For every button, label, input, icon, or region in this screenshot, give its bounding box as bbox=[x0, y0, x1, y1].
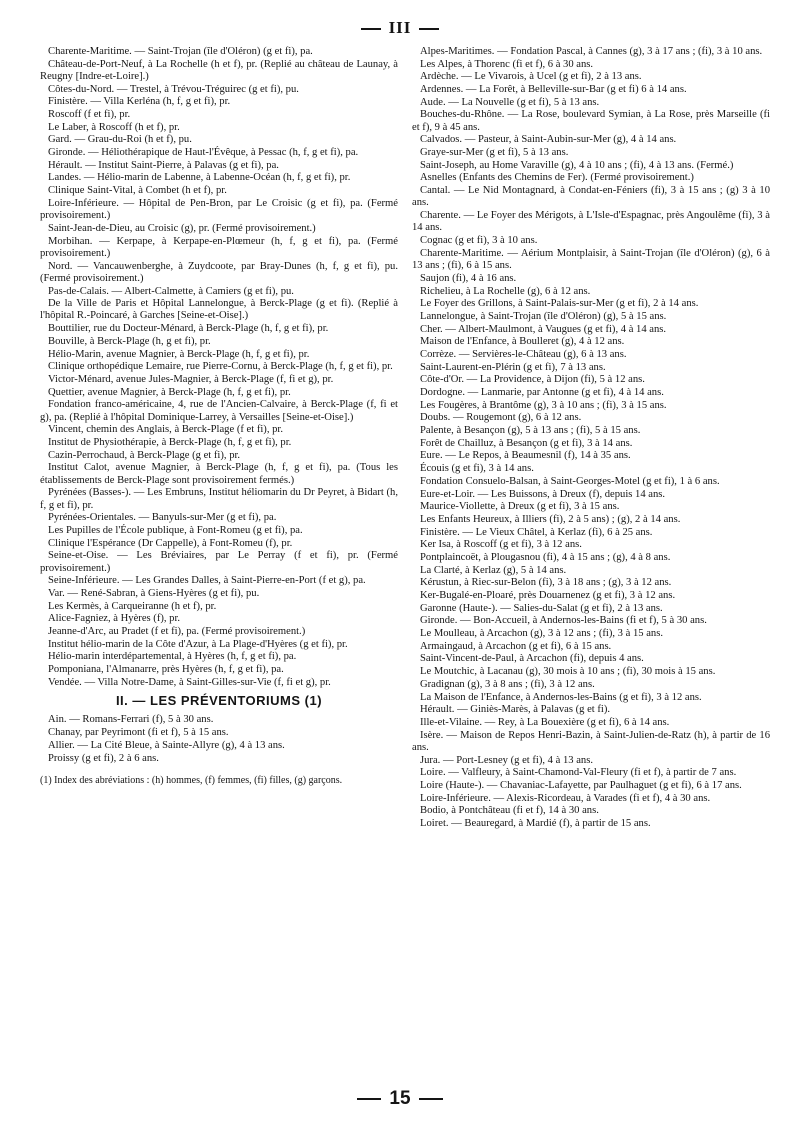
entry-item: Asnelles (Enfants des Chemins de Fer). (Fermé provisoirement.) bbox=[420, 172, 694, 184]
entry-item: Finistère. — Le Vieux Châtel, à Kerlaz (fi), 6 à 25 ans. bbox=[420, 526, 653, 538]
entry-item: Fondation franco-américaine, 4, rue de l'Ancien-Calvaire, à Berck-Plage (f, fi et g), pa. (Replié à l'hôpital Dominique-Larrey, à Versailles [Seine-et-Oise].) bbox=[40, 399, 398, 423]
entry-item: Cantal. — Le Nid Montagnard, à Condat-en-Féniers (fi), 3 à 15 ans ; (g) 3 à 10 ans. bbox=[412, 185, 770, 209]
entry-item: Seine-et-Oise. — Les Bréviaires, par Le Perray (f et fi), pr. (Fermé provisoirement.) bbox=[40, 550, 398, 574]
page-number bbox=[0, 1088, 800, 1110]
left-entries-list bbox=[40, 46, 398, 689]
entry-item: Le Foyer des Grillons, à Saint-Palais-sur-Mer (g et fi), 2 à 14 ans. bbox=[420, 298, 699, 310]
entry-item: Allier. — La Cité Bleue, à Sainte-Allyre (g), 4 à 13 ans. bbox=[48, 739, 285, 751]
entry-item: Les Pupilles de l'École publique, à Font-Romeu (g et fi), pa. bbox=[48, 525, 303, 536]
entry-item: Aude. — La Nouvelle (g et fi), 5 à 13 ans. bbox=[420, 96, 600, 108]
entry-item: Bouville, à Berck-Plage (h, g et fi), pr. bbox=[48, 335, 211, 347]
entry-item: Gradignan (g), 3 à 8 ans ; (fi), 3 à 12 ans. bbox=[420, 678, 595, 690]
entry-item: Isère. — Maison de Repos Henri-Bazin, à Saint-Julien-de-Ratz (h), à partir de 16 ans. bbox=[412, 729, 770, 753]
entry-item: Saint-Vincent-de-Paul, à Arcachon (fi), depuis 4 ans. bbox=[420, 653, 644, 665]
entry-item: Bouttilier, rue du Docteur-Ménard, à Berck-Plage (h, f, g et fi), pr. bbox=[48, 323, 329, 335]
page-number-value: 15 bbox=[389, 1088, 411, 1109]
footnote: (1) Index des abréviations : (h) hommes, (f) femmes, (fi) filles, (g) garçons. bbox=[40, 774, 343, 786]
entry-item: Gironde. — Héliothérapique de Haut-l'Évêque, à Pessac (h, f, g et fi), pa. bbox=[48, 147, 359, 159]
entry-item: Forêt de Chailluz, à Besançon (g et fi), 3 à 14 ans. bbox=[420, 437, 633, 449]
entry-item: Les Enfants Heureux, à Illiers (fi), 2 à 5 ans) ; (g), 2 à 14 ans. bbox=[420, 513, 681, 525]
entry-item: Château-de-Port-Neuf, à La Rochelle (h et f), pr. (Replié au château de Launay, à Reugny [Indre-et-Loire].) bbox=[40, 58, 398, 82]
entry-item: Cazin-Perrochaud, à Berck-Plage (g et fi), pr. bbox=[48, 449, 241, 461]
entry-item: Graye-sur-Mer (g et fi), 5 à 13 ans. bbox=[420, 147, 569, 159]
entry-item: Le Moutchic, à Lacanau (g), 30 mois à 10 ans ; (fi), 30 mois à 15 ans. bbox=[420, 666, 716, 678]
entry-item: Palente, à Besançon (g), 5 à 13 ans ; (fi), 5 à 15 ans. bbox=[420, 425, 641, 437]
entry-item: Calvados. — Pasteur, à Saint-Aubin-sur-Mer (g), 4 à 14 ans. bbox=[420, 134, 677, 146]
entry-item: Le Moulleau, à Arcachon (g), 3 à 12 ans ; (fi), 3 à 15 ans. bbox=[420, 628, 663, 640]
entry-item: Loire. — Valfleury, à Saint-Chamond-Val-Fleury (fi et f), à partir de 7 ans. bbox=[420, 767, 737, 779]
entry-item: Bouches-du-Rhône. — La Rose, boulevard Symian, à La Rose, près Marseille (fi et f), 9 à 45 ans. bbox=[412, 109, 770, 133]
entry-item: Ker-Bugalé-en-Ploaré, près Douarnenez (g et fi), 3 à 12 ans. bbox=[420, 590, 676, 601]
right-column bbox=[412, 46, 770, 831]
entry-item: La Maison de l'Enfance, à Andernos-les-Bains (g et fi), 3 à 12 ans. bbox=[420, 691, 702, 703]
entry-item: Quettier, avenue Magnier, à Berck-Plage (h, f, g et fi), pr. bbox=[48, 386, 291, 398]
entry-item: Seine-Inférieure. — Les Grandes Dalles, à Saint-Pierre-en-Port (f et g), pa. bbox=[48, 575, 366, 587]
entry-item: Clinique orthopédique Lemaire, rue Pierre-Cornu, à Berck-Plage (h, f, g et fi), pr. bbox=[48, 361, 393, 373]
page-header bbox=[0, 18, 800, 38]
entry-item: Lannelongue, à Saint-Trojan (île d'Oléron) (g), 5 à 15 ans. bbox=[420, 310, 667, 322]
entry-item: Loire-Inférieure. — Alexis-Ricordeau, à Varades (fi et f), 4 à 30 ans. bbox=[420, 792, 711, 804]
entry-item: Pomponiana, l'Almanarre, près Hyères (h, f, g et fi), pa. bbox=[48, 664, 284, 676]
entry-item: Saint-Joseph, au Home Varaville (g), 4 à 10 ans ; (fi), 4 à 13 ans. (Fermé.) bbox=[420, 159, 734, 171]
entry-item: Charente. — Le Foyer des Mérigots, à L'Isle-d'Espagnac, près Angoulême (fi), 3 à 14 ans. bbox=[412, 210, 770, 234]
entry-item: Alpes-Maritimes. — Fondation Pascal, à Cannes (g), 3 à 17 ans ; (fi), 3 à 10 ans. bbox=[420, 46, 763, 57]
entry-item: Kérustun, à Riec-sur-Belon (fi), 3 à 18 ans ; (g), 3 à 12 ans. bbox=[420, 577, 672, 589]
page-number-right-rule bbox=[419, 1098, 443, 1100]
entry-item: Clinique Saint-Vital, à Combet (h et f), pr. bbox=[48, 185, 227, 197]
entry-item: Vincent, chemin des Anglais, à Berck-Plage (f et fi), pr. bbox=[48, 424, 284, 436]
entry-item: Loire-Inférieure. — Hôpital de Pen-Bron, par Le Croisic (g et fi), pa. (Fermé provisoirement.) bbox=[40, 197, 398, 222]
right-entries-list bbox=[412, 46, 770, 830]
entry-item: Saujon (fi), 4 à 16 ans. bbox=[420, 272, 517, 284]
entry-item: Maison de l'Enfance, à Boulleret (g), 4 à 12 ans. bbox=[420, 336, 625, 348]
entry-item: Eure-et-Loir. — Les Buissons, à Dreux (f), depuis 14 ans. bbox=[420, 488, 666, 500]
entry-item: Ille-et-Vilaine. — Rey, à La Bouexière (g et fi), 6 à 14 ans. bbox=[420, 716, 670, 728]
entry-item: Saint-Jean-de-Dieu, au Croisic (g), pr. (Fermé provisoirement.) bbox=[48, 222, 316, 234]
entry-item: La Clarté, à Kerlaz (g), 5 à 14 ans. bbox=[420, 564, 567, 576]
entry-item: Ker Isa, à Roscoff (g et fi), 3 à 12 ans. bbox=[420, 539, 582, 551]
entry-item: Institut Calot, avenue Magnier, à Berck-Plage (h, f, g et fi), pa. (Tous les établissements de Berck-Plage sont provisoirement fermés.) bbox=[40, 462, 398, 486]
entry-item: Le Laber, à Roscoff (h et f), pr. bbox=[48, 121, 180, 133]
entry-item: Cher. — Albert-Maulmont, à Vaugues (g et fi), 4 à 14 ans. bbox=[420, 323, 667, 335]
entry-item: Dordogne. — Lanmarie, par Antonne (g et fi), 4 à 14 ans. bbox=[420, 387, 664, 398]
preventorium-entries-list bbox=[40, 714, 398, 764]
entry-item: Pyrénées (Basses-). — Les Embruns, Institut héliomarin du Dr Peyret, à Bidart (h, f, g et fi), pr. bbox=[40, 487, 398, 511]
entry-item: Garonne (Haute-). — Salies-du-Salat (g et fi), 2 à 13 ans. bbox=[420, 602, 663, 614]
entry-item: Côtes-du-Nord. — Trestel, à Trévou-Tréguirec (g et fi), pu. bbox=[48, 83, 299, 95]
entry-item: Roscoff (f et fi), pr. bbox=[48, 109, 131, 121]
entry-item: Proissy (g et fi), 2 à 6 ans. bbox=[48, 752, 159, 764]
entry-item: Hérault. — Giniès-Marès, à Palavas (g et fi). bbox=[420, 704, 611, 716]
entry-item: Doubs. — Rougemont (g), 6 à 12 ans. bbox=[420, 412, 582, 424]
entry-item: Chanay, par Peyrimont (fi et f), 5 à 15 ans. bbox=[48, 727, 229, 739]
entry-item: Var. — René-Sabran, à Giens-Hyères (g et fi), pu. bbox=[48, 588, 260, 600]
entry-item: Institut de Physiothérapie, à Berck-Plage (h, f, g et fi), pr. bbox=[48, 436, 292, 448]
page-number-left-rule bbox=[357, 1098, 381, 1100]
entry-item: Ardèche. — Le Vivarois, à Ucel (g et fi), 2 à 13 ans. bbox=[420, 71, 642, 83]
entry-item: Les Alpes, à Thorenc (fi et f), 6 à 30 ans. bbox=[420, 58, 594, 70]
entry-item: Gironde. — Bon-Accueil, à Andernos-les-Bains (fi et f), 5 à 30 ans. bbox=[420, 615, 707, 627]
entry-item: Jeanne-d'Arc, au Pradet (f et fi), pa. (Fermé provisoirement.) bbox=[48, 626, 306, 638]
entry-item: Landes. — Hélio-marin de Labenne, à Labenne-Océan (h, f, g et fi), pr. bbox=[48, 172, 351, 184]
entry-item: Hélio-marin interdépartemental, à Hyères (h, f, g et fi), pa. bbox=[48, 651, 297, 663]
header-roman-numeral: III bbox=[388, 18, 412, 37]
entry-item: Gard. — Grau-du-Roi (h et f), pu. bbox=[48, 134, 192, 146]
entry-item: Jura. — Port-Lesney (g et fi), 4 à 13 ans. bbox=[420, 754, 593, 766]
entry-item: Les Fougères, à Brantôme (g), 3 à 10 ans ; (fi), 3 à 15 ans. bbox=[420, 399, 667, 411]
entry-item: Armaingaud, à Arcachon (g et fi), 6 à 15 ans. bbox=[420, 640, 612, 652]
entry-item: Les Kermès, à Carqueiranne (h et f), pr. bbox=[48, 600, 217, 612]
entry-item: Saint-Laurent-en-Plérin (g et fi), 7 à 13 ans. bbox=[420, 361, 606, 373]
entry-item: Pyrénées-Orientales. — Banyuls-sur-Mer (g et fi), pa. bbox=[48, 512, 277, 524]
entry-item: Richelieu, à La Rochelle (g), 6 à 12 ans. bbox=[420, 285, 591, 297]
entry-item: Corrèze. — Servières-le-Château (g), 6 à 13 ans. bbox=[420, 348, 627, 360]
left-column bbox=[40, 46, 398, 786]
entry-item: Pontplaincoët, à Plougasnou (fi), 4 à 15 ans ; (g), 4 à 8 ans. bbox=[420, 551, 671, 563]
entry-item: Fondation Consuelo-Balsan, à Saint-Georges-Motel (g et fi), 1 à 6 ans. bbox=[420, 475, 720, 487]
entry-item: Loiret. — Beauregard, à Mardié (f), à partir de 15 ans. bbox=[420, 817, 651, 829]
entry-item: Nord. — Vancauwenberghe, à Zuydcoote, par Bray-Dunes (h, f, g et fi), pu. (Fermé provisoirement.) bbox=[40, 260, 398, 284]
entry-item: Clinique l'Espérance (Dr Cappelle), à Font-Romeu (f), pr. bbox=[48, 537, 293, 549]
entry-item: Écouis (g et fi), 3 à 14 ans. bbox=[420, 463, 534, 475]
entry-item: Victor-Ménard, avenue Jules-Magnier, à Berck-Plage (f, fi et g), pr. bbox=[48, 373, 334, 385]
entry-item: Institut hélio-marin de la Côte d'Azur, à La Plage-d'Hyères (g et fi), pr. bbox=[48, 638, 348, 650]
entry-item: Vendée. — Villa Notre-Dame, à Saint-Gilles-sur-Vie (f, fi et g), pr. bbox=[48, 676, 331, 688]
entry-item: De la Ville de Paris et Hôpital Lannelongue, à Berck-Plage (g et fi). (Replié à l'hôpital R.-Poincaré, à Garches [Seine-et-Oise].) bbox=[40, 298, 398, 322]
header-left-rule bbox=[361, 28, 381, 30]
entry-item: Ardennes. — La Forêt, à Belleville-sur-Bar (g et fi) 6 à 14 ans. bbox=[420, 84, 687, 96]
entry-item: Pas-de-Calais. — Albert-Calmette, à Camiers (g et fi), pu. bbox=[48, 285, 294, 297]
entry-item: Alice-Fagniez, à Hyères (f), pr. bbox=[48, 613, 181, 625]
entry-item: Ain. — Romans-Ferrari (f), 5 à 30 ans. bbox=[48, 714, 214, 726]
entry-item: Charente-Maritime. — Aérium Montplaisir, à Saint-Trojan (île d'Oléron) (g), 6 à 13 ans ; (fi), 6 à 15 ans. bbox=[412, 247, 770, 272]
entry-item: Morbihan. — Kerpape, à Kerpape-en-Plœmeur (h, f, g et fi), pa. (Fermé provisoirement.) bbox=[40, 235, 398, 259]
entry-item: Eure. — Le Repos, à Beaumesnil (f), 14 à 35 ans. bbox=[420, 450, 631, 462]
entry-item: Loire (Haute-). — Chavaniac-Lafayette, par Paulhaguet (g et fi), 6 à 17 ans. bbox=[420, 779, 742, 791]
entry-item: Côte-d'Or. — La Providence, à Dijon (fi), 5 à 12 ans. bbox=[420, 374, 645, 386]
entry-item: Maurice-Viollette, à Dreux (g et fi), 3 à 15 ans. bbox=[420, 501, 620, 513]
entry-item: Finistère. — Villa Kerléna (h, f, g et fi), pr. bbox=[48, 96, 231, 108]
entry-item: Bodio, à Pontchâteau (fi et f), 14 à 30 ans. bbox=[420, 805, 599, 817]
entry-item: Charente-Maritime. — Saint-Trojan (île d'Oléron) (g et fi), pa. bbox=[48, 46, 313, 57]
entry-item: Hélio-Marin, avenue Magnier, à Berck-Plage (h, f, g et fi), pr. bbox=[48, 348, 310, 360]
section-heading: II. — LES PRÉVENTORIUMS (1) bbox=[115, 693, 323, 709]
entry-item: Hérault. — Institut Saint-Pierre, à Palavas (g et fi), pa. bbox=[48, 159, 279, 171]
entry-item: Cognac (g et fi), 3 à 10 ans. bbox=[420, 235, 538, 247]
header-right-rule bbox=[419, 28, 439, 30]
